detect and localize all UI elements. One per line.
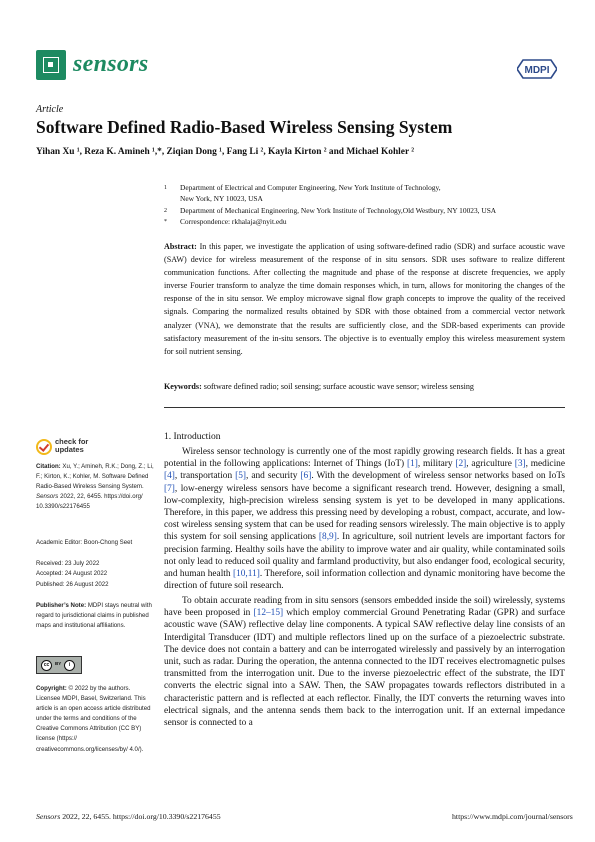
keywords [164,381,565,393]
correspondence-email[interactable]: Correspondence: rkhalaja@nyit.edu [180,217,287,226]
affiliation-number: 2 [164,208,167,214]
citation-journal: Sensors [36,493,59,501]
attribution-icon: i [64,660,75,671]
section-heading: 1. Introduction [164,432,221,442]
affiliation-text: Department of Mechanical Engineering, New York Institute of Technology,Old Westbury, NY 10023, USA [180,206,497,215]
footer-url[interactable]: https://www.mdpi.com/journal/sensors [452,812,573,821]
citation-link[interactable]: [3] [514,459,526,470]
correspondence [164,217,564,227]
abstract-label: Abstract: [164,242,197,251]
citation-block [36,462,156,512]
mdpi-logo-icon [517,58,557,80]
paragraph: Wireless sensor technology is currently one of the most rapidly growing research fields. It has a great potential in the following applications: Internet of Things (IoT) [1], military [2], agriculture [3], medicine [4], transportation [5], and security [6]. With the development of wireless sensor networks based on IoTs [7], low-energy wireless sensors have become a significant research trend. However, designing a small, low-complexity, high-precision wireless sensing system is yet to be developed in many applications. Therefore, in this paper, we address this pressing need by developing a robust, compact, accurate, and low-cost wireless sensing system that can be used for reading sensors wirelessly. The main objective is to apply this system for soil sensing applications [8,9]. In agriculture, soil nutrient levels are important factors for precision farming. Healthy soils have the ability to improve water and air quality, while contaminated soils not only lead to reduced soil quality and farmland productivity, but also endanger food, ecological security, and human health [10,11]. Therefore, soil information collection and dynamic monitoring have become the direction of future soil research. [164,447,566,592]
svg-text:MDPI: MDPI [524,65,550,76]
by-label: BY [55,661,62,666]
publisher-note-label: Publisher’s Note: [36,602,87,609]
author-list [36,147,566,157]
abstract [164,240,565,358]
abstract-text: In this paper, we investigate the application of using software-defined radio (SDR) and surface acoustic wave (SAW) device for wireless measurement of the response of in situ sensors. SDR uses software to realize different communication functions. After collecting the magnitude and phase of the response at discrete frequencies, we apply inverse Fourier transform to analyze the time domain responses which, in turn, allows for monitoring the changes of the response of the in situ sensor. We employ microwave signal flow graph concepts to improve the quality of the received signals. Comparing the normalized results obtained by SDR with those obtained from a commercial vector network analyzer (VNA), we demonstrate that the results are sufficiently close, and the SDR-based experiments can provide satisfactory measurement of the in-situ sensors. The objective is to eventually employ this wireless measurement system for soil nutrient sensing. [164,242,565,356]
check-updates-icon [36,439,52,455]
affiliation-number: 1 [164,185,167,191]
journal-name[interactable]: sensors [73,51,149,77]
accepted-date: Accepted: 24 August 2022 [36,570,108,577]
publisher-logo[interactable] [517,58,557,76]
affiliation-text: New York, NY 10023, USA [180,194,263,203]
copyright-label: Copyright: [36,685,67,692]
section-body [164,446,565,729]
citation-link[interactable]: [10,11] [232,569,260,580]
check-for-updates-button[interactable] [36,437,96,461]
check-updates-label: updates [55,445,84,454]
copyright-block [36,684,156,755]
published-date: Published: 26 August 2022 [36,581,109,588]
affiliation-text: Department of Electrical and Computer Engineering, New York Institute of Technology, [180,183,441,192]
check-updates-label: check for [55,437,89,446]
citation-doi[interactable]: 2022, 22, 6455. https://doi.org/ 10.3390/s22176455 [36,493,143,511]
footer-citation [36,812,221,821]
keywords-label: Keywords: [164,382,202,391]
cc-icon: cc [41,660,52,671]
citation-link[interactable]: [1] [406,459,418,470]
academic-editor: Academic Editor: Boon-Chong Seet [36,539,133,546]
citation-label: Citation: [36,463,61,470]
citation-link[interactable]: [2] [455,459,467,470]
keywords-text: software defined radio; soil sensing; surface acoustic wave sensor; wireless sensing [203,382,474,391]
paragraph: To obtain accurate reading from in situ sensors (sensors embedded inside the soil) wirelessly, systems have been proposed in [12–15] which employ commercial Ground Penetrating Radar (GPR) and surface acoustic wave (SAW) reflective delay line components. A typical SAW reflective delay line consists of an Interdigital Transducer (IDT) and multiple reflectors lined up on the surface of a piezoelectric substrate. The device does not contain a battery and can be interrogated wirelessly and passively by an interrogation unit, such as radar. During the operation, the antenna connected to the IDT receives electromagnetic pulses transmitted from the interrogation unit. Due to the inverse piezoelectric effect of the substrate, the IDT converts the electric signal into a SAW. Then, the SAW propagates towards reflectors distributed in a characteristic pattern and is reflected at each reflector. Finally, the IDT converts the returning waves into electrical signals, and the antenna sends them back to the interrogation unit. If an external impedance sensor is connected to a [164,595,565,728]
citation-link[interactable]: [6] [300,471,312,482]
divider [164,407,565,408]
journal-logo-icon [36,50,66,80]
article-type: Article [36,104,64,115]
article-title: Software Defined Radio-Based Wireless Sensing System [36,117,453,137]
citation-link[interactable]: [8,9] [318,532,337,543]
footer-doi[interactable]: 2022, 22, 6455. https://doi.org/10.3390/s22176455 [62,812,221,821]
authors-text: Yihan Xu ¹, Reza K. Amineh ¹,*, Ziqian Dong ¹, Fang Li ², Kayla Kirton ² and Michael Kohler ² [36,147,415,157]
citation-text: Xu, Y.; Amineh, R.K.; Dong, Z.; Li, F.; Kirton, K.; Kohler, M. Software Defined Radio-Based Wireless Sensing System. [36,463,154,491]
affiliation-2 [164,206,564,216]
received-date: Received: 23 July 2022 [36,560,100,567]
citation-link[interactable]: [12–15] [253,608,284,619]
cc-by-license-icon[interactable] [36,656,82,674]
copyright-text: © 2022 by the authors. Licensee MDPI, Basel, Switzerland. This article is an open access article distributed under the terms and conditions of the Creative Commons Attribution (CC BY) license (https:// creativecommons.org/licenses/by/ 4.0/). [36,685,151,753]
affiliation-1 [164,183,564,193]
citation-link[interactable]: [7] [164,483,175,494]
affiliation-1-cont [164,194,564,204]
citation-link[interactable]: [5] [235,471,247,482]
affiliation-number: * [164,219,167,225]
publisher-note [36,601,156,631]
footer-journal: Sensors [36,812,61,821]
publisher-note-text: MDPI stays neutral with regard to jurisdictional claims in published maps and institutional affiliations. [36,602,152,630]
citation-link[interactable]: [4] [164,471,175,482]
